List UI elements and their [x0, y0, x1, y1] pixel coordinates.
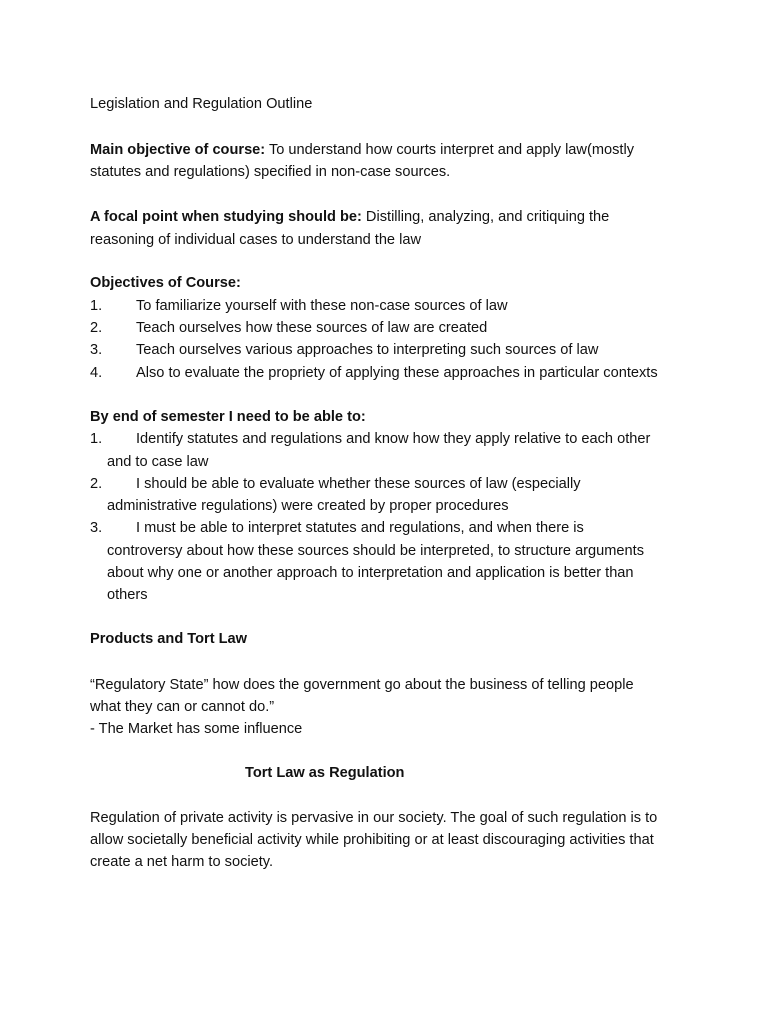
list-item-text-continued: and to case law	[107, 454, 209, 470]
list-item-text: I must be able to interpret statutes and regulations, and when there is	[136, 520, 584, 536]
end-of-semester-heading: By end of semester I need to be able to:	[90, 409, 366, 425]
focal-point-line-1	[90, 206, 609, 228]
products-heading: Products and Tort Law	[90, 631, 248, 647]
focal-point-text-2: reasoning of individual cases to understand the law	[90, 232, 422, 248]
regulation-paragraph-line-2: allow societally beneficial activity while prohibiting or at least discouraging activities that	[90, 832, 654, 848]
list-item-text: Also to evaluate the propriety of applying these approaches in particular contexts	[136, 365, 658, 381]
focal-point-text-1: Distilling, analyzing, and critiquing the	[361, 209, 610, 225]
regulation-paragraph-line-3: create a net harm to society.	[90, 854, 274, 870]
main-objective-label: Main objective of course:	[90, 142, 266, 158]
list-item-text: To familiarize yourself with these non-case sources of law	[136, 298, 508, 314]
list-item-text-continued: others	[107, 587, 148, 603]
list-item-text-continued: about why one or another approach to interpretation and application is better than	[107, 565, 634, 581]
list-item-text: Identify statutes and regulations and know how they apply relative to each other	[136, 431, 651, 447]
focal-point-label: A focal point when studying should be:	[90, 209, 362, 225]
list-item-text: I should be able to evaluate whether these sources of law (especially	[136, 476, 581, 492]
list-item-text: Teach ourselves how these sources of law are created	[136, 320, 488, 336]
main-objective-line-1	[90, 139, 634, 161]
regulatory-state-line-2: what they can or cannot do.”	[90, 699, 275, 715]
list-item-number: 3.	[90, 342, 103, 358]
document-title: Legislation and Regulation Outline	[90, 96, 313, 112]
list-item-text-continued: controversy about how these sources should be interpreted, to structure arguments	[107, 543, 645, 559]
regulatory-state-line-1: “Regulatory State” how does the government go about the business of telling people	[90, 677, 634, 693]
main-objective-text-1: To understand how courts interpret and apply law(mostly	[265, 142, 634, 158]
objectives-heading: Objectives of Course:	[90, 275, 241, 291]
list-item-number: 3.	[90, 520, 103, 536]
list-item-text-continued: administrative regulations) were created by proper procedures	[107, 498, 509, 514]
list-item-number: 1.	[90, 431, 103, 447]
list-item-text: Teach ourselves various approaches to interpreting such sources of law	[136, 342, 599, 358]
list-item-number: 1.	[90, 298, 103, 314]
list-item-number: 2.	[90, 476, 103, 492]
list-item-number: 2.	[90, 320, 103, 336]
list-item-number: 4.	[90, 365, 103, 381]
tort-heading: Tort Law as Regulation	[245, 765, 405, 781]
regulation-paragraph-line-1: Regulation of private activity is pervasive in our society. The goal of such regulation is to	[90, 810, 658, 826]
main-objective-text-2: statutes and regulations) specified in non-case sources.	[90, 164, 451, 180]
regulatory-state-line-3: - The Market has some influence	[90, 721, 303, 737]
